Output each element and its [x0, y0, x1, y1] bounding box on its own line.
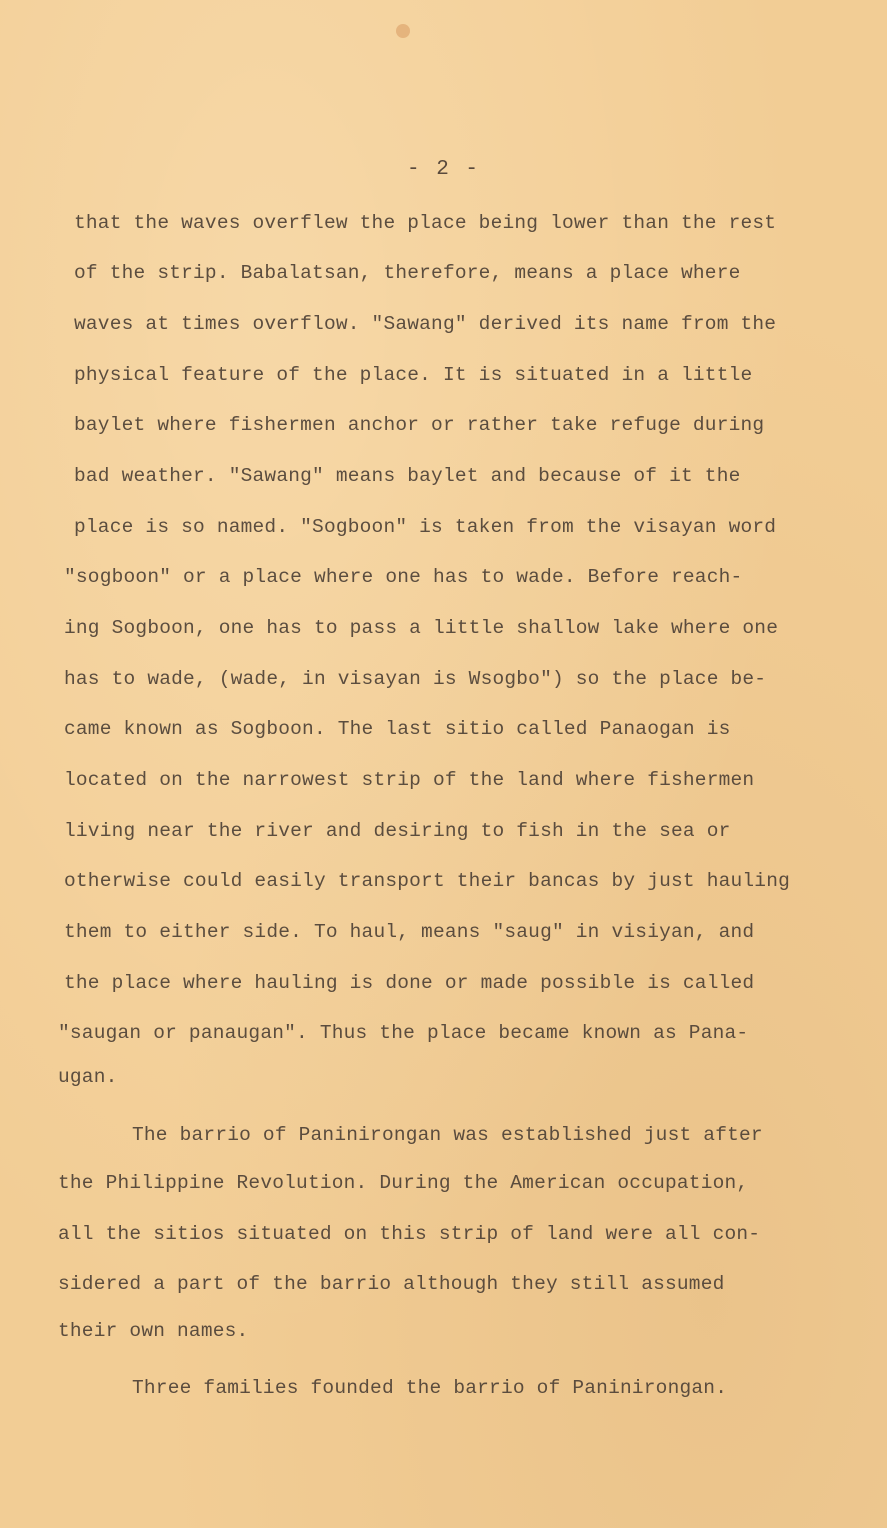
text-line: otherwise could easily transport their bancas by just hauling	[64, 870, 791, 892]
paper-stain	[396, 24, 410, 38]
text-line: located on the narrowest strip of the land where fishermen	[64, 769, 755, 791]
text-line: the Philippine Revolution. During the American occupation,	[58, 1172, 749, 1194]
text-line: of the strip. Babalatsan, therefore, means a place where	[74, 262, 741, 284]
page-number: - 2 -	[406, 158, 480, 181]
text-line: their own names.	[58, 1320, 249, 1342]
text-line: living near the river and desiring to fish in the sea or	[64, 820, 731, 842]
text-line: ing Sogboon, one has to pass a little shallow lake where one	[64, 617, 779, 639]
text-line: them to either side. To haul, means "saug" in visiyan, and	[64, 921, 755, 943]
text-line: "saugan or panaugan". Thus the place became known as Pana-	[58, 1022, 749, 1044]
text-line: came known as Sogboon. The last sitio called Panaogan is	[64, 718, 731, 740]
text-line: baylet where fishermen anchor or rather take refuge during	[74, 414, 765, 436]
text-line: that the waves overflew the place being lower than the rest	[74, 212, 777, 234]
text-line: all the sitios situated on this strip of land were all con-	[58, 1223, 761, 1245]
text-line: "sogboon" or a place where one has to wade. Before reach-	[64, 566, 743, 588]
text-line: The barrio of Paninirongan was established just after	[132, 1124, 763, 1146]
text-line: ugan.	[58, 1066, 118, 1088]
text-line: the place where hauling is done or made possible is called	[64, 972, 755, 994]
text-line: bad weather. "Sawang" means baylet and because of it the	[74, 465, 741, 487]
text-line: sidered a part of the barrio although they still assumed	[58, 1273, 725, 1295]
text-line: has to wade, (wade, in visayan is Wsogbo") so the place be-	[64, 668, 767, 690]
text-line: place is so named. "Sogboon" is taken from the visayan word	[74, 516, 777, 538]
text-line: physical feature of the place. It is situated in a little	[74, 364, 753, 386]
text-line: Three families founded the barrio of Paninirongan.	[132, 1377, 728, 1399]
text-line: waves at times overflow. "Sawang" derived its name from the	[74, 313, 777, 335]
